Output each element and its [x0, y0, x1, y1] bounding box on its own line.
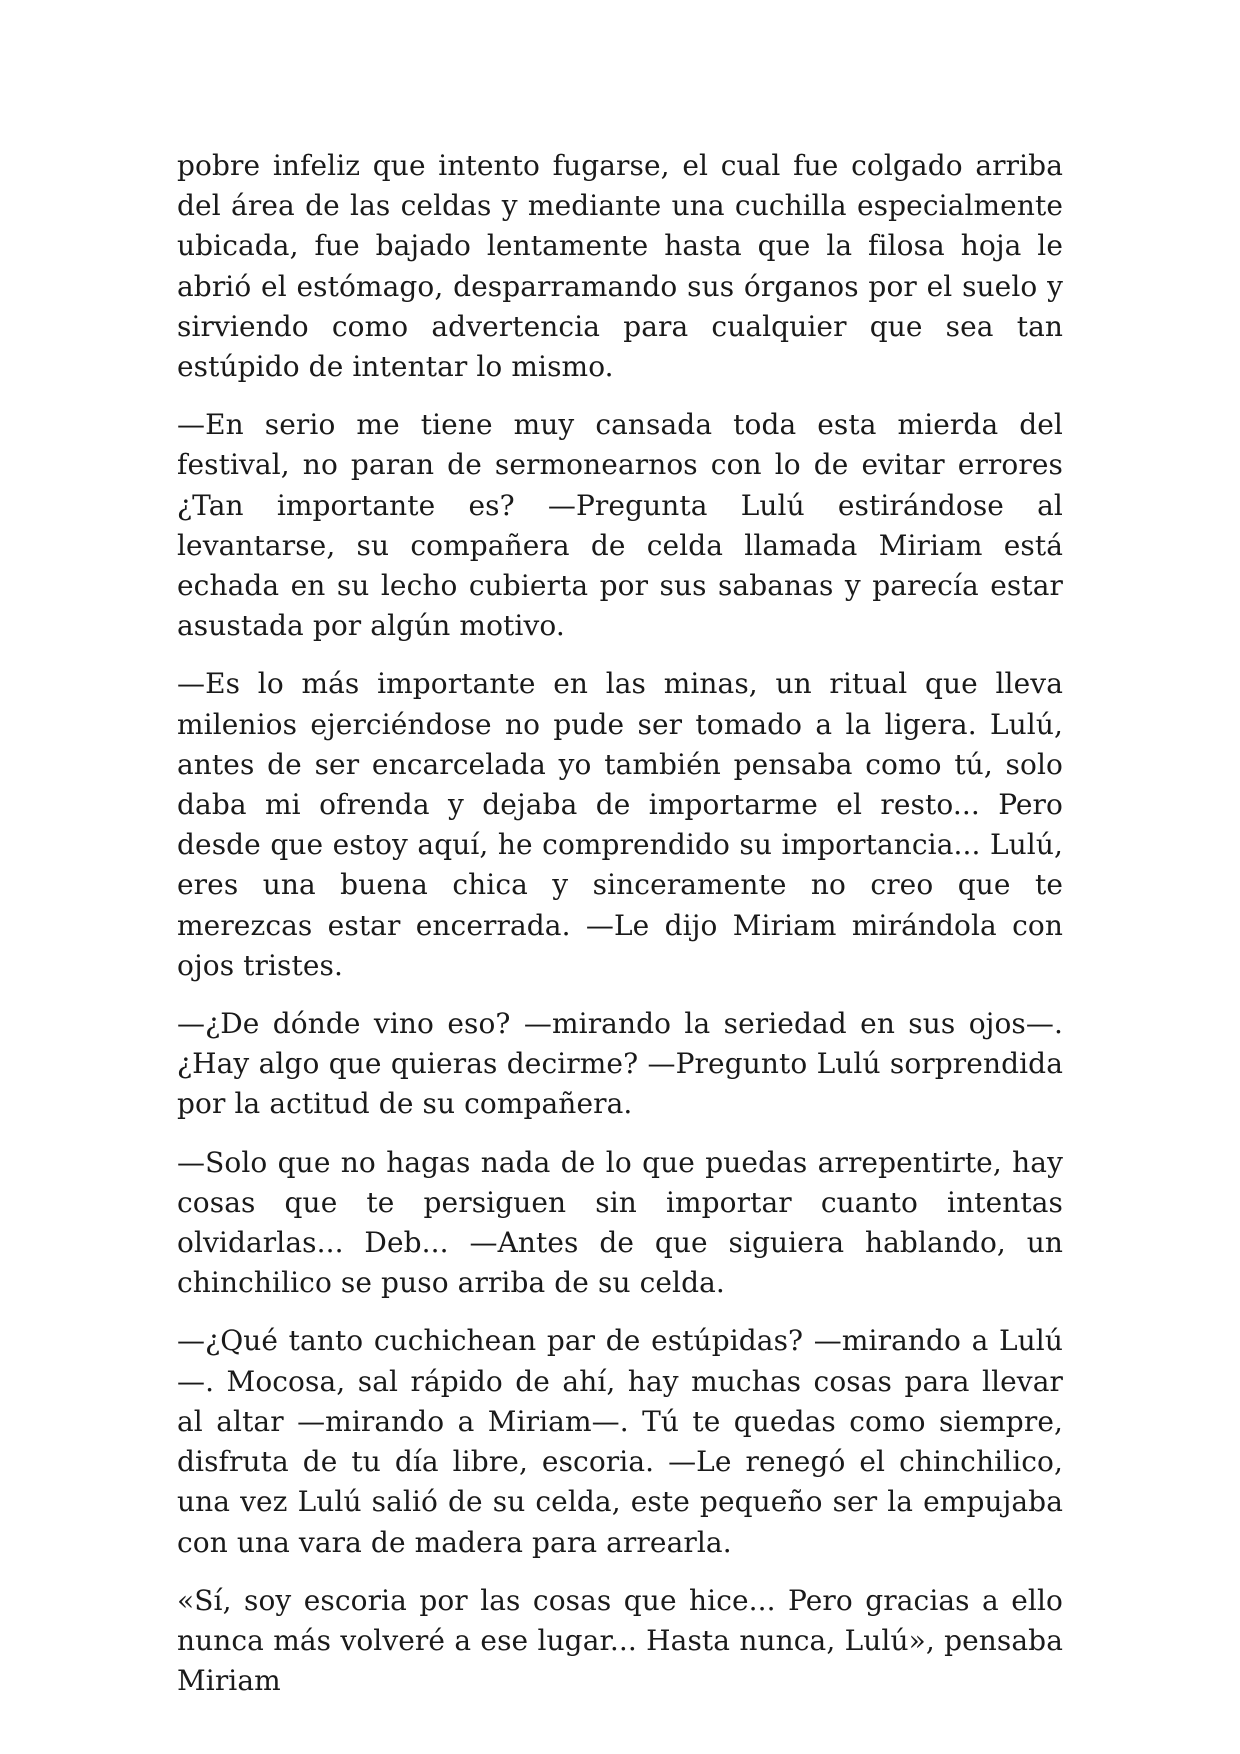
body-text [177, 146, 1063, 1719]
paragraph: «Sí, soy escoria por las cosas que hice... Pero gracias a ello nunca más volveré a ese lugar... Hasta nunca, Lulú», pensaba Miriam [177, 1583, 1063, 1698]
paragraph: —En serio me tiene muy cansada toda esta mierda del festival, no paran de sermonearnos con lo de evitar errores ¿Tan importante es? —Pregunta Lulú estirándose al levantarse, su compañera de celda llamada Miriam está echada en su lecho cubierta por sus sabanas y parecía estar asustada por algún motivo. [177, 408, 1063, 643]
paragraph: —¿Qué tanto cuchichean par de estúpidas? —mirando a Lulú—. Mocosa, sal rápido de ahí, hay muchas cosas para llevar al altar —mirando a Miriam—. Tú te quedas como siempre, disfruta de tu día libre, escoria. —Le renegó el chinchilico, una vez Lulú salió de su celda, este pequeño ser la empujaba con una vara de madera para arrearla. [177, 1324, 1063, 1559]
paragraph: —Es lo más importante en las minas, un ritual que lleva milenios ejerciéndose no pude ser tomado a la ligera. Lulú, antes de ser encarcelada yo también pensaba como tú, solo daba mi ofrenda y dejaba de importarme el resto... Pero desde que estoy aquí, he comprendido su importancia... Lulú, eres una buena chica y sinceramente no creo que te merezcas estar encerrada. —Le dijo Miriam mirándola con ojos tristes. [177, 667, 1063, 982]
paragraph: —¿De dónde vino eso? —mirando la seriedad en sus ojos—. ¿Hay algo que quieras decirme? —Pregunto Lulú sorprendida por la actitud de su compañera. [177, 1007, 1063, 1121]
paragraph: —Solo que no hagas nada de lo que puedas arrepentirte, hay cosas que te persiguen sin importar cuanto intentas olvidarlas... Deb... —Antes de que siguiera hablando, un chinchilico se puso arriba de su celda. [177, 1145, 1063, 1300]
paragraph: pobre infeliz que intento fugarse, el cual fue colgado arriba del área de las celdas y mediante una cuchilla especialmente ubicada, fue bajado lentamente hasta que la filosa hoja le abrió el estómago, desparramando sus órganos por el suelo y sirviendo como advertencia para cualquier que sea tan estúpido de intentar lo mismo. [177, 149, 1063, 384]
